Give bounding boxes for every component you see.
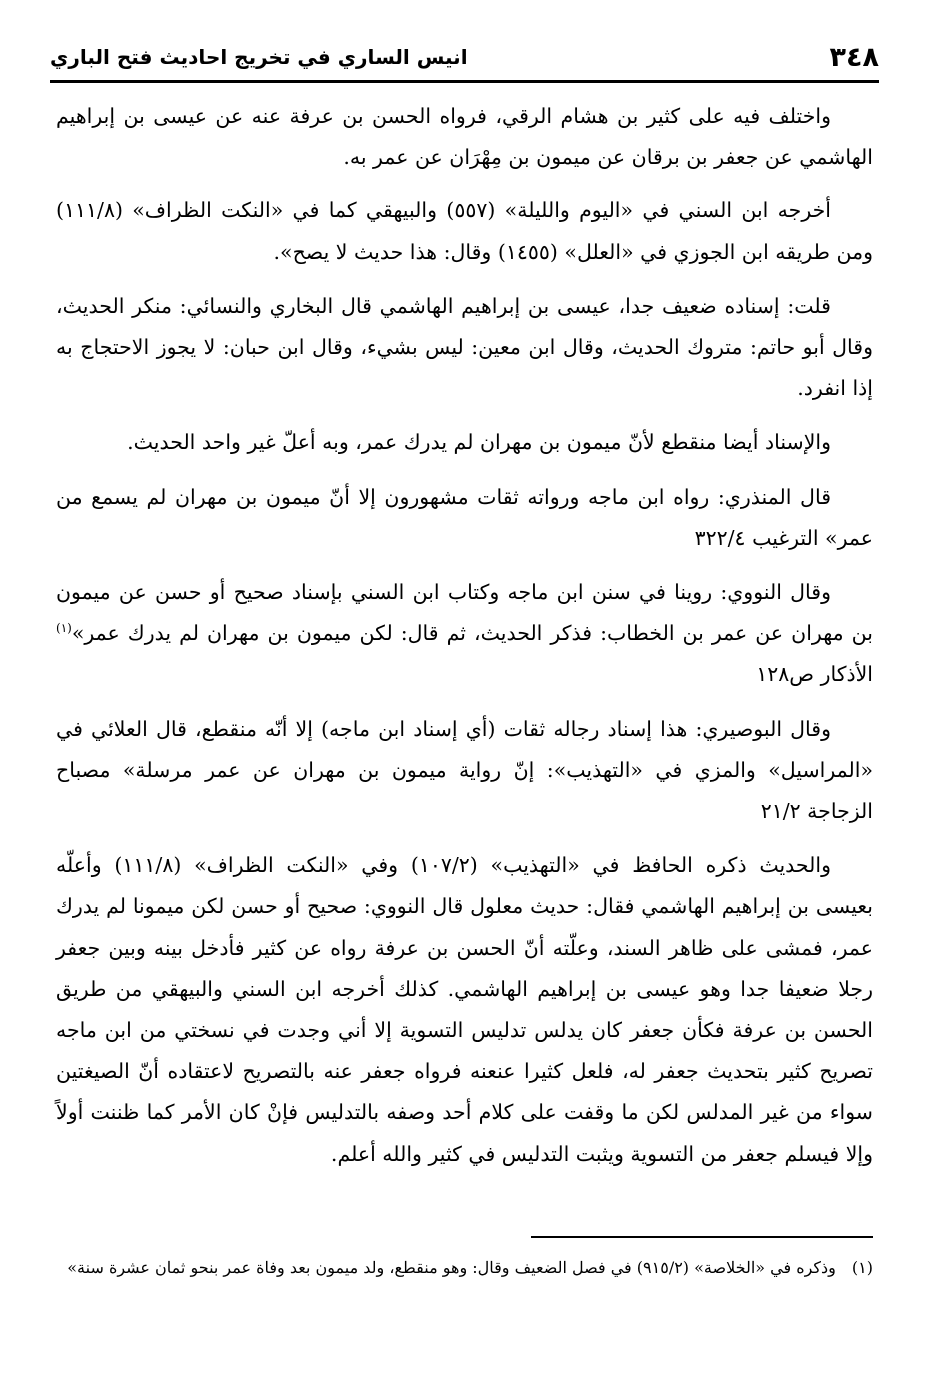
paragraph-8: والحديث ذكره الحافظ في «التهذيب» (١٠٧/٢) وفي «النكت الظراف» (١١١/٨) وأعلّه بعيسى بن إبراهيم الهاشمي فقال: حديث معلول قال النووي: صحيح أو حسن لكن ميمونا لم يدرك عمر، فمشى على ظاهر السند، وعلّته أنّ الحسن بن عرفة رواه عن كثير فأدخل بينه وبين جعفر رجلا ضعيفا جدا وهو عيسى بن إبراهيم الهاشمي. كذلك أخرجه ابن السني والبيهقي من طريق الحسن بن عرفة فكأن جعفر كان يدلس تدليس التسوية إلا أني وجدت في نسختي من ابن ماجه تصريح كثير بتحديث جعفر له، فلعل كثيرا عنعنه فرواه جعفر عنه بالتصريح لاعتقاده أنّ الصيغتين سواء من غير المدلس لكن ما وقفت على كلام أحد وصفه بالتدليس فإنْ كان الأمر كما ظننت أولاً وإلا فيسلم جعفر من التسوية ويثبت التدليس في كثير والله أعلم. xyxy=(56,853,873,1166)
paragraph-2: أخرجه ابن السني في «اليوم والليلة» (٥٥٧) والبيهقي كما في «النكت الظراف» (١١١/٨) ومن طريقه ابن الجوزي في «العلل» (١٤٥٥) وقال: هذا حديث لا يصح». xyxy=(56,198,873,264)
footnote xyxy=(50,1250,873,1286)
paragraph-6 xyxy=(56,572,873,696)
running-title: انيس الساري في تخريج احاديث فتح الباري xyxy=(50,45,468,69)
paragraph-5: قال المنذري: رواه ابن ماجه ورواته ثقات مشهورون إلا أنّ ميمون بن مهران لم يسمع من عمر» الترغيب ٣٢٢/٤ xyxy=(56,484,873,550)
paragraph-4: والإسناد أيضا منقطع لأنّ ميمون بن مهران لم يدرك عمر، وبه أعلّ غير واحد الحديث. xyxy=(127,430,831,455)
footnote-marker: (١) xyxy=(851,1258,873,1277)
paragraph-6-text: وقال النووي: روينا في سنن ابن ماجه وكتاب ابن السني بإسناد صحيح أو حسن عن ميمون بن مهران عن عمر بن الخطاب: فذكر الحديث، ثم قال: لكن ميمون بن مهران لم يدرك عمر» xyxy=(56,580,873,646)
paragraph-1: واختلف فيه على كثير بن هشام الرقي، فرواه الحسن بن عرفة عنه عن عيسى بن إبراهيم الهاشمي عن جعفر بن برقان عن ميمون بن مِهْرَان عن عمر به. xyxy=(56,104,873,170)
page-header xyxy=(50,36,879,78)
main-text xyxy=(56,96,873,1188)
header-rule xyxy=(50,80,879,83)
footnote-text: وذكره في «الخلاصة» (٩١٥/٢) في فصل الضعيف وقال: وهو منقطع، ولد ميمون بعد وفاة عمر بنحو ثمان عشرة سنة» xyxy=(67,1258,836,1277)
paragraph-7: وقال البوصيري: هذا إسناد رجاله ثقات (أي إسناد ابن ماجه) إلا أنّه منقطع، قال العلائي في «المراسيل» والمزي في «التهذيب»: إنّ رواية ميمون بن مهران عن عمر مرسلة» مصباح الزجاجة ٢١/٢ xyxy=(56,716,873,824)
footnote-reference[interactable]: (١) xyxy=(56,621,72,636)
paragraph-3: قلت: إسناده ضعيف جدا، عيسى بن إبراهيم الهاشمي قال البخاري والنسائي: منكر الحديث، وقال أبو حاتم: متروك الحديث، وقال ابن معين: ليس بشيء، وقال ابن حبان: لا يجوز الاحتجاج به إذا انفرد. xyxy=(56,293,873,401)
nawawi-source: الأذكار ص١٢٨ xyxy=(756,662,873,687)
footnote-divider xyxy=(531,1236,873,1238)
page-number: ٣٤٨ xyxy=(829,41,879,73)
